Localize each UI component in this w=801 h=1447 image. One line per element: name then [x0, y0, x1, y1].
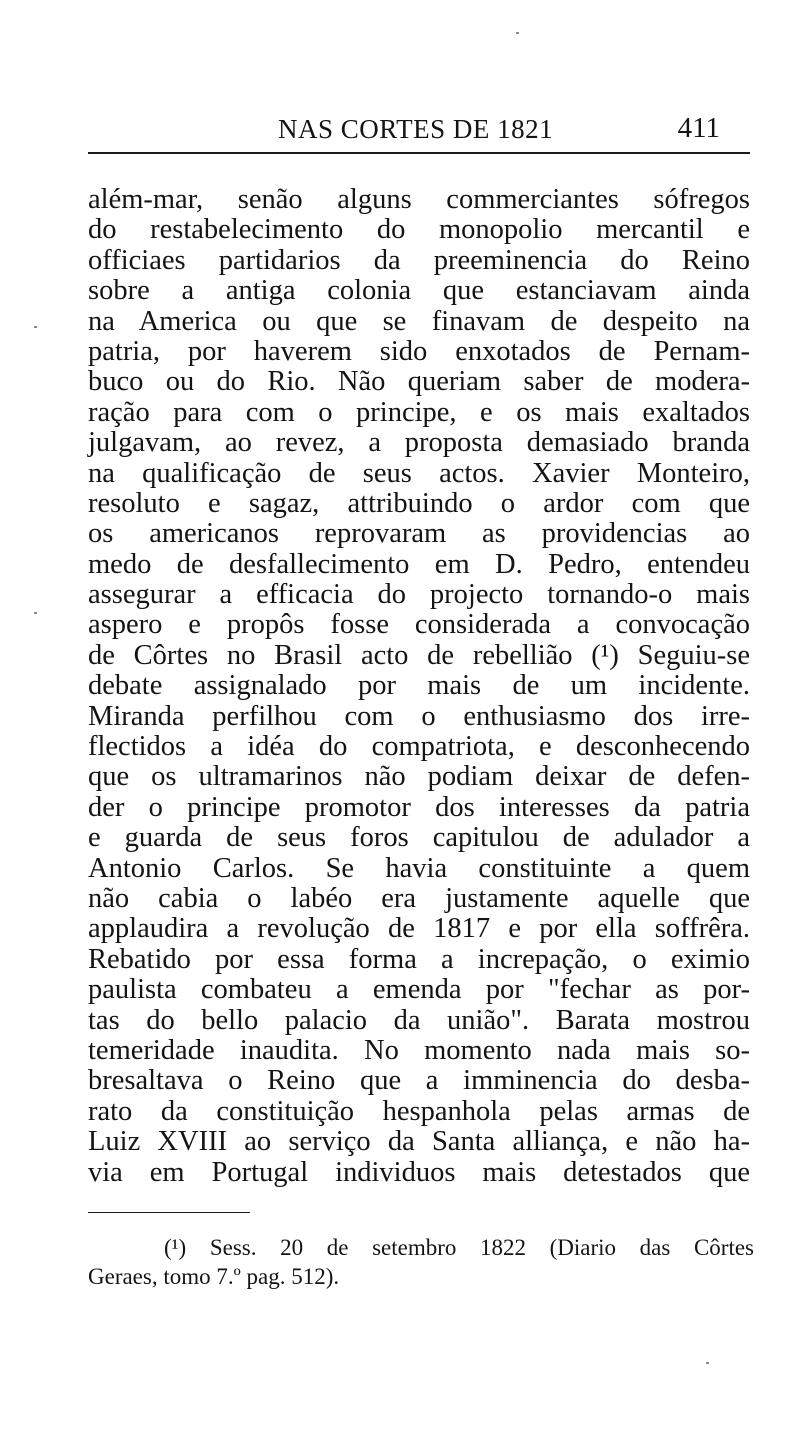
text-line: debate assignalado por mais de um incidente.: [88, 670, 750, 702]
text-line: não cabia o labéo era justamente aquelle que: [88, 882, 750, 914]
text-line: os americanos reprovaram as providencias ao: [88, 518, 750, 550]
text-line: Luiz XVIII ao serviço da Santa alliança, e não ha-: [88, 1126, 750, 1158]
text-line: resoluto e sagaz, attribuindo o ardor com que: [88, 487, 750, 519]
text-line: officiaes partidarios da preeminencia do Reino: [88, 244, 750, 276]
header-rule: [88, 152, 750, 154]
text-line: na qualificação de seus actos. Xavier Monteiro,: [88, 457, 750, 489]
text-line: patria, por haverem sido enxotados de Pernam-: [88, 335, 750, 367]
text-line: aspero e propôs fosse considerada a convocação: [88, 609, 750, 641]
scan-speck: [34, 326, 37, 328]
scan-speck: [516, 32, 519, 34]
text-line: applaudira a revolução de 1817 e por ella soffrêra.: [88, 913, 750, 945]
scan-speck: [706, 1362, 709, 1364]
footnote-rule: [88, 1212, 250, 1213]
text-line: flectidos a idéa do compatriota, e desconhecendo: [88, 731, 750, 763]
text-line: na America ou que se finavam de despeito na: [88, 305, 750, 337]
text-line: julgavam, ao revez, a proposta demasiado branda: [88, 427, 750, 459]
text-line: ração para com o principe, e os mais exaltados: [88, 396, 750, 428]
text-line: Antonio Carlos. Se havia constituinte a quem: [88, 852, 750, 884]
text-line: medo de desfallecimento em D. Pedro, entendeu: [88, 548, 750, 580]
text-line: paulista combateu a emenda por "fechar as por-: [88, 974, 750, 1006]
text-line: tas do bello palacio da união". Barata mostrou: [88, 1004, 750, 1036]
text-line: Rebatido por essa forma a increpação, o eximio: [88, 943, 750, 975]
footnote: [88, 1233, 754, 1291]
page-number: 411: [677, 112, 720, 144]
text-line: Miranda perfilhou com o enthusiasmo dos irre-: [88, 700, 750, 732]
text-line: via em Portugal individuos mais detestados que: [88, 1156, 750, 1188]
text-line: der o principe promotor dos interesses da patria: [88, 791, 750, 823]
text-line: que os ultramarinos não podiam deixar de defen-: [88, 761, 750, 793]
text-line: buco ou do Rio. Não queriam saber de modera-: [88, 366, 750, 398]
text-line: sobre a antiga colonia que estanciavam ainda: [88, 275, 750, 307]
text-line: de Côrtes no Brasil acto de rebellião (¹) Seguiu-se: [88, 639, 750, 671]
scan-speck: [34, 612, 37, 614]
body-text: [88, 185, 750, 1188]
running-title: NAS CORTES DE 1821: [278, 114, 554, 144]
text-line: bresaltava o Reino que a imminencia do desba-: [88, 1065, 750, 1097]
text-line: temeridade inaudita. No momento nada mais so-: [88, 1034, 750, 1066]
text-line: do restabelecimento do monopolio mercantil e: [88, 214, 750, 246]
running-head: [88, 110, 750, 150]
footnote-line: Geraes, tomo 7.º pag. 512).: [88, 1264, 340, 1289]
footnote-line: (¹) Sess. 20 de setembro 1822 (Diario das Côrtes: [164, 1235, 754, 1260]
text-line: e guarda de seus foros capitulou de adulador a: [88, 822, 750, 854]
text-line: além-mar, senão alguns commerciantes sófregos: [88, 184, 750, 215]
text-line: assegurar a efficacia do projecto tornando-o mais: [88, 579, 750, 611]
text-line: rato da constituição hespanhola pelas armas de: [88, 1095, 750, 1127]
